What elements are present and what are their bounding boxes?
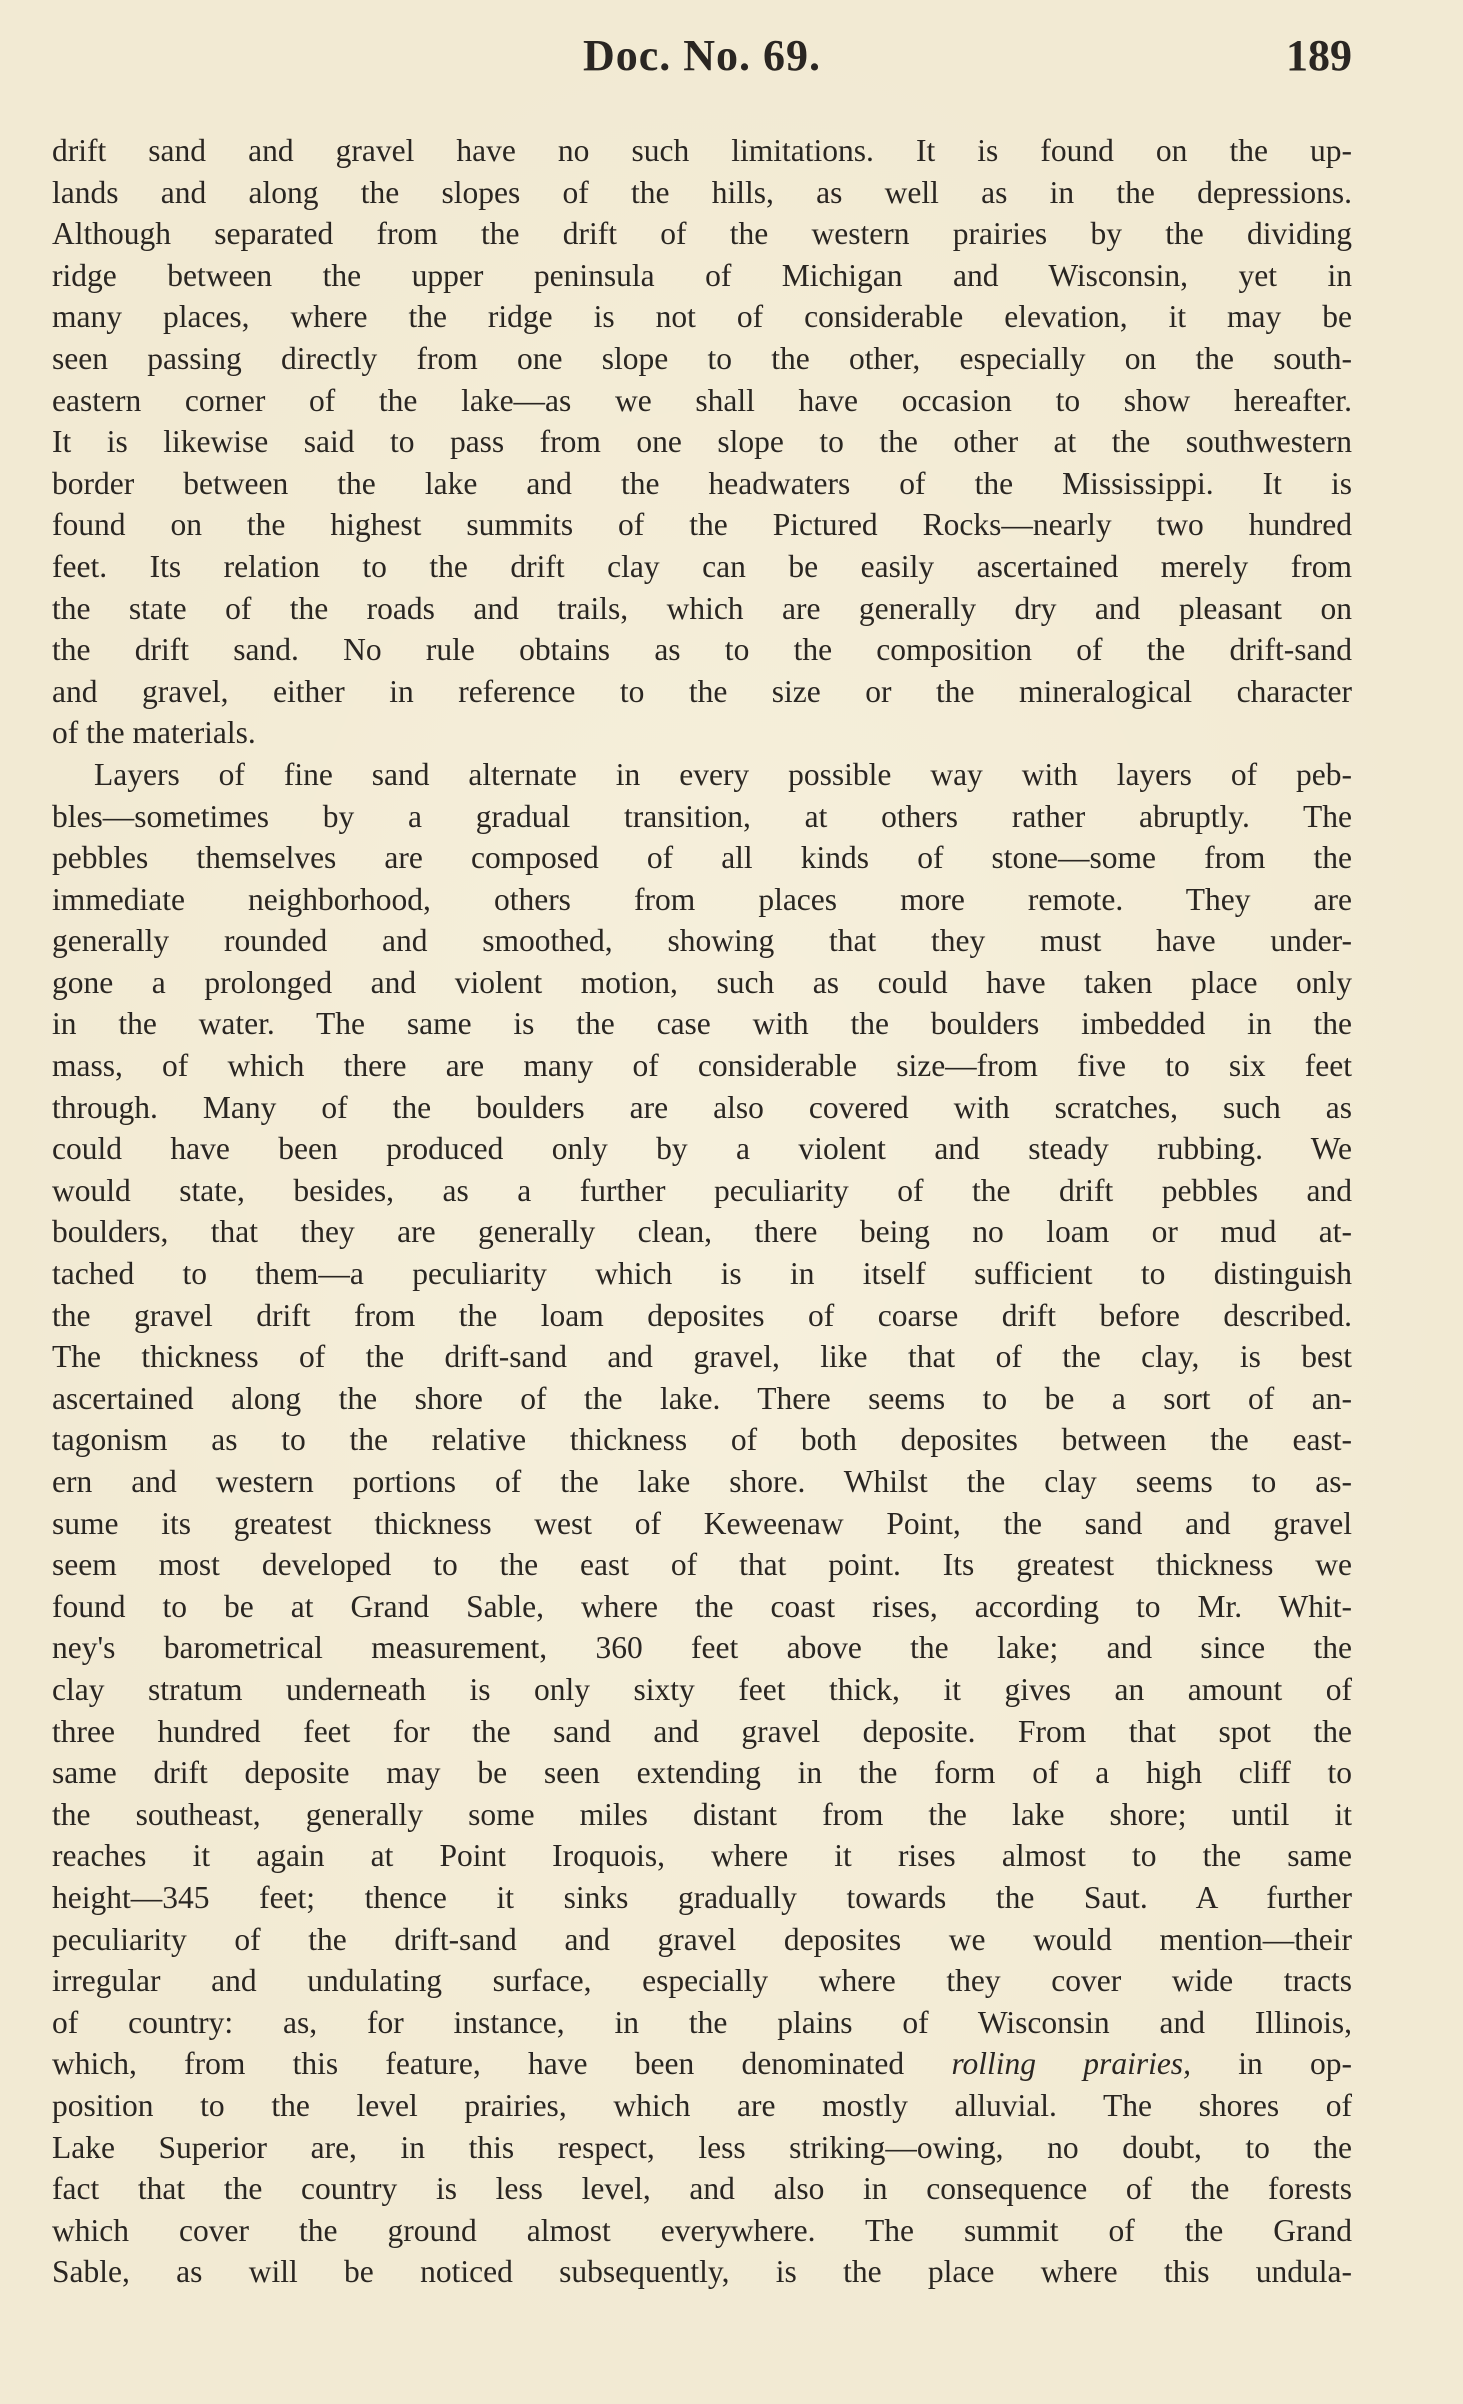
- text-line: Lake Superior are, in this respect, less striking—owing, no doubt, to the: [52, 2129, 1352, 2165]
- italic-term: rolling prairies,: [951, 2046, 1191, 2082]
- text-line-tail: in op-: [1190, 2046, 1352, 2082]
- text-line: eastern corner of the lake—as we shall have occasion to show hereafter.: [52, 382, 1352, 418]
- text-line: the gravel drift from the loam deposites of coarse drift before described.: [52, 1297, 1352, 1333]
- text-line: found on the highest summits of the Pictured Rocks—nearly two hundred: [52, 507, 1352, 543]
- text-line: seen passing directly from one slope to the other, especially on the south-: [52, 340, 1352, 376]
- page-header: [52, 30, 1352, 90]
- text-line: tagonism as to the relative thickness of both deposites between the east-: [52, 1422, 1352, 1458]
- document-title: Doc. No. 69.: [582, 31, 822, 80]
- text-line: found to be at Grand Sable, where the coast rises, according to Mr. Whit-: [52, 1588, 1352, 1624]
- text-line: border between the lake and the headwaters of the Mississippi. It is: [52, 465, 1352, 501]
- text-line: Sable, as will be noticed subsequently, is the place where this undula-: [52, 2254, 1352, 2290]
- text-line: ridge between the upper peninsula of Michigan and Wisconsin, yet in: [52, 257, 1352, 293]
- text-line: ern and western portions of the lake shore. Whilst the clay seems to as-: [52, 1464, 1352, 1499]
- text-line-with-italic: [52, 2043, 1352, 2085]
- text-line: mass, of which there are many of considerable size—from five to six feet: [52, 1048, 1352, 1084]
- text-line: immediate neighborhood, others from places more remote. They are: [52, 881, 1352, 917]
- text-line: height—345 feet; thence it sinks gradually towards the Saut. A further: [52, 1879, 1352, 1915]
- text-line: clay stratum underneath is only sixty feet thick, it gives an amount of: [52, 1671, 1352, 1707]
- text-line: generally rounded and smoothed, showing that they must have under-: [52, 923, 1352, 959]
- text-line: of country: as, for instance, in the plains of Wisconsin and Illinois,: [52, 2004, 1352, 2040]
- text-line: boulders, that they are generally clean, there being no loam or mud at-: [52, 1214, 1352, 1250]
- text-line: drift sand and gravel have no such limitations. It is found on the up-: [52, 133, 1352, 168]
- text-line: tached to them—a peculiarity which is in itself sufficient to distinguish: [52, 1256, 1352, 1292]
- text-line: ascertained along the shore of the lake. There seems to be a sort of an-: [52, 1380, 1352, 1416]
- page-number: 189: [1286, 31, 1352, 80]
- text-line: would state, besides, as a further peculiarity of the drift pebbles and: [52, 1172, 1352, 1208]
- text-line: the drift sand. No rule obtains as to the composition of the drift-sand: [52, 632, 1352, 668]
- text-line: the state of the roads and trails, which are generally dry and pleasant on: [52, 590, 1352, 626]
- text-line: many places, where the ridge is not of considerable elevation, it may be: [52, 299, 1352, 335]
- text-line: which cover the ground almost everywhere. The summit of the Grand: [52, 2212, 1352, 2248]
- paragraph-start-line: Layers of fine sand alternate in every possible way with layers of peb-: [94, 756, 1352, 792]
- text-line: through. Many of the boulders are also covered with scratches, such as: [52, 1089, 1352, 1125]
- text-line: gone a prolonged and violent motion, such as could have taken place only: [52, 964, 1352, 1000]
- text-line: reaches it again at Point Iroquois, where it rises almost to the same: [52, 1838, 1352, 1874]
- text-line: feet. Its relation to the drift clay can be easily ascertained merely from: [52, 548, 1352, 584]
- text-line: fact that the country is less level, and also in consequence of the forests: [52, 2171, 1352, 2207]
- text-line: sume its greatest thickness west of Keweenaw Point, the sand and gravel: [52, 1505, 1352, 1541]
- text-line: irregular and undulating surface, especially where they cover wide tracts: [52, 1963, 1352, 1999]
- text-line: lands and along the slopes of the hills, as well as in the depressions.: [52, 174, 1352, 210]
- text-line: peculiarity of the drift-sand and gravel deposites we would mention—their: [52, 1921, 1352, 1957]
- text-line: The thickness of the drift-sand and gravel, like that of the clay, is best: [52, 1339, 1352, 1375]
- text-line: ney's barometrical measurement, 360 feet above the lake; and since the: [52, 1630, 1352, 1666]
- text-line: same drift deposite may be seen extending in the form of a high cliff to: [52, 1755, 1352, 1791]
- text-line: could have been produced only by a violent and steady rubbing. We: [52, 1131, 1352, 1167]
- text-line: Although separated from the drift of the western prairies by the dividing: [52, 216, 1352, 252]
- text-line: pebbles themselves are composed of all kinds of stone—some from the: [52, 840, 1352, 876]
- body-text: [52, 130, 1352, 2293]
- text-line: three hundred feet for the sand and gravel deposite. From that spot the: [52, 1713, 1352, 1749]
- text-line: in the water. The same is the case with the boulders imbedded in the: [52, 1006, 1352, 1042]
- text-line: the southeast, generally some miles distant from the lake shore; until it: [52, 1796, 1352, 1832]
- text-line: bles—sometimes by a gradual transition, at others rather abruptly. The: [52, 798, 1352, 834]
- text-line: and gravel, either in reference to the size or the mineralogical character: [52, 673, 1352, 709]
- text-line-head: which, from this feature, have been denominated: [52, 2046, 952, 2082]
- text-line: position to the level prairies, which are mostly alluvial. The shores of: [52, 2087, 1352, 2123]
- text-line: seem most developed to the east of that point. Its greatest thickness we: [52, 1547, 1352, 1583]
- text-line: of the materials.: [52, 715, 256, 751]
- text-line: It is likewise said to pass from one slope to the other at the southwestern: [52, 424, 1352, 460]
